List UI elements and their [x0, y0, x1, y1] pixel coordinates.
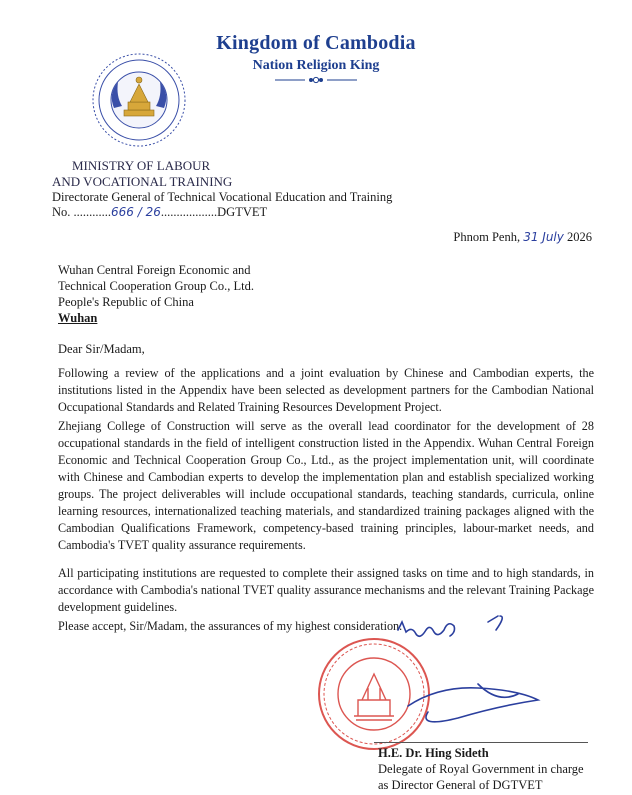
date-handwritten: 31 July: [523, 230, 564, 244]
recipient-line2: Technical Cooperation Group Co., Ltd.: [58, 279, 254, 293]
date-year: 2026: [567, 230, 592, 244]
kingdom-heading: Kingdom of Cambodia: [216, 32, 416, 54]
recipient-city: Wuhan: [58, 311, 98, 325]
national-motto: Nation Religion King: [252, 58, 380, 73]
ref-number-handwritten: 666 / 26: [111, 205, 161, 219]
signer-title-line1: Delegate of Royal Government in charge: [378, 762, 584, 776]
ref-suffix: ..................DGTVET: [160, 205, 268, 219]
ministry-name-line1: MINISTRY OF LABOUR: [72, 158, 211, 173]
ref-prefix: No. ............: [52, 205, 112, 219]
directorate-name: Directorate General of Technical Vocational Education and Training: [52, 190, 393, 204]
paragraph-1: Following a review of the applications and a joint evaluation by Chinese and Cambodian experts, the institutions listed in the Appendix have been selected as development partners for the Cambodian National Occupational Standards and Related Training Resources Development Project.: [58, 366, 594, 414]
recipient-line3: People's Republic of China: [58, 295, 194, 309]
recipient-line1: Wuhan Central Foreign Economic and: [58, 263, 251, 277]
date-line: [453, 230, 592, 245]
ministry-name-line2: AND VOCATIONAL TRAINING: [52, 174, 233, 189]
closing-line: Please accept, Sir/Madam, the assurances of my highest consideration.: [58, 619, 403, 633]
paragraph-3: All participating institutions are requested to complete their assigned tasks on time and to high standards, in accordance with Cambodia's national TVET quality assurance mechanisms and the relevant Training Package development guidelines.: [58, 566, 594, 614]
salutation: Dear Sir/Madam,: [58, 342, 145, 356]
signature-line: [374, 742, 588, 743]
signer-title-line2: as Director General of DGTVET: [378, 778, 543, 792]
date-place: Phnom Penh,: [453, 230, 521, 244]
signer-name: H.E. Dr. Hing Sideth: [378, 746, 489, 760]
reference-number: [52, 205, 267, 220]
handwritten-signature-icon: [368, 610, 568, 740]
ministry-emblem-icon: [84, 50, 194, 150]
paragraph-2: Zhejiang College of Construction will serve as the overall lead coordinator for the development of 28 occupational standards in the field of intelligent construction listed in the Appendix. Wuhan Central Foreign Economic and Technical Cooperation Group Co., Ltd., as the project implementation unit, will coordinate with Chinese and Cambodian experts to develop the implementation plan and establish specialized working groups. The project deliverables will include occupational standards, teaching standards, curricula, online learning resources, internationalized teaching materials, and standardized training packages aligned with the Cambodian Qualifications Framework, competency-based training principles, labour-market needs, and Cambodia's TVET quality assurance requirements.: [58, 419, 594, 552]
ornament-divider-icon: [275, 76, 357, 84]
